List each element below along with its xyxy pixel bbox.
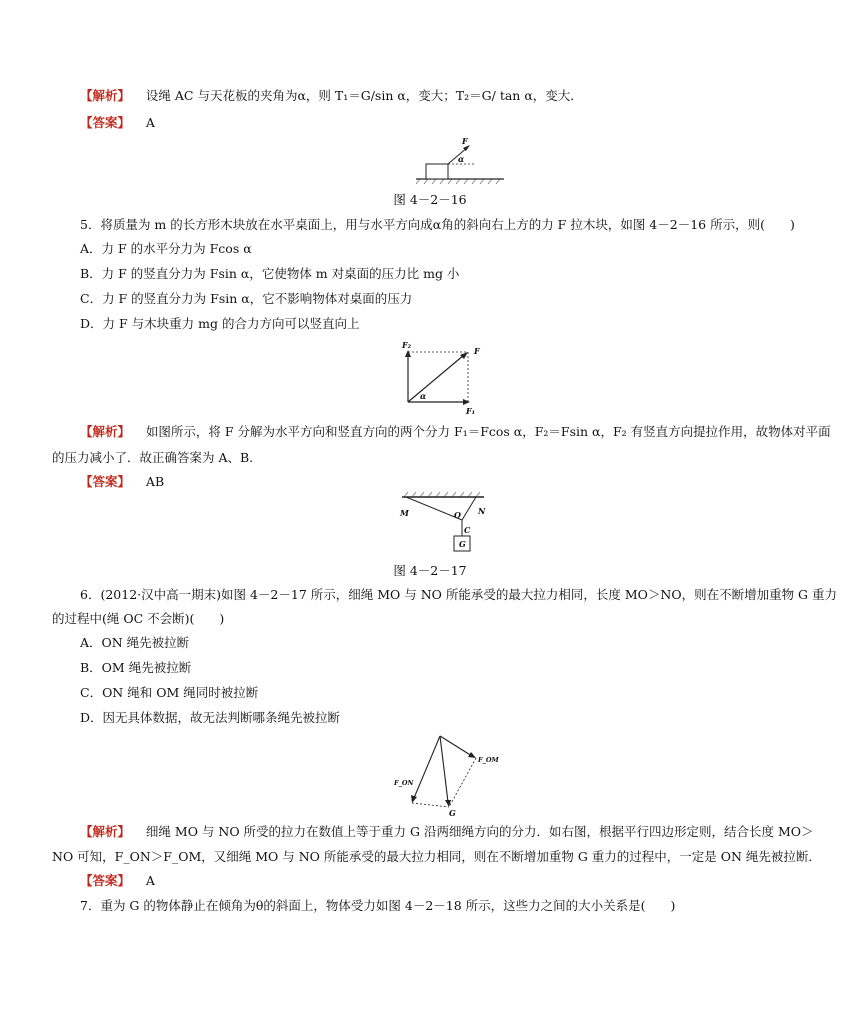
analysis-tag: 【解析】 [80,88,131,103]
figure-caption-17: 图 4－2－17 [393,563,467,578]
question-5-stem: 5．将质量为 m 的长方形木块放在水平桌面上，用与水平方向成α角的斜向右上方的力 F 拉木块，如图 4－2－16 所示，则( ) [80,217,795,232]
question-6-stem-cont: 的过程中(绳 OC 不会断)( ) [52,611,225,626]
answer-paragraph-3 [52,872,808,890]
arrowhead-icon [463,399,470,405]
answer-tag: 【答案】 [80,115,131,130]
force-G-arrow [440,736,448,802]
label-F2: F₂ [402,340,412,350]
label-C: C [464,525,471,535]
dashed-side [449,758,476,807]
arrowhead-icon [411,795,417,803]
question-6-stem: 6．(2012·汉中高一期末)如图 4－2－17 所示，细绳 MO 与 NO 所能承受的最大拉力相同，长度 MO＞NO，则在不断增加重物 G 重力 [80,587,838,602]
table-hatching [416,179,500,184]
analysis-paragraph-1 [52,87,808,105]
question-6-option-c: C．ON 绳和 OM 绳同时被拉断 [80,685,259,700]
question-5-option-c: C．力 F 的竖直分力为 Fsin α，它不影响物体对桌面的压力 [80,291,413,306]
answer-tag: 【答案】 [80,873,131,888]
force-F-arrow [408,355,464,402]
question-6-option-a: A．ON 绳先被拉断 [80,635,190,650]
dashed-side [412,803,449,807]
analysis-paragraph-2 [52,423,831,441]
question-6-option-d: D．因无具体数据，故无法判断哪条绳先被拉断 [80,710,341,725]
label-M: M [400,508,409,518]
q5-force-decomposition-figure [398,340,486,418]
analysis-paragraph-3-cont: NO 可知，F_ON＞F_OM，又细绳 MO 与 NO 所能承受的最大拉力相同，则在不断增加重物 G 重力的过程中，一定是 ON 绳先被拉断． [52,849,821,864]
answer-text: AB [145,474,165,489]
label-F1: F₁ [466,406,476,416]
label-F: F [462,136,468,146]
question-5-option-b: B．力 F 的竖直分力为 Fsin α，它使物体 m 对桌面的压力比 mg 小 [80,266,460,281]
force-FOM-arrow [440,736,472,756]
answer-paragraph-2 [52,473,808,491]
question-5-option-a: A．力 F 的水平分力为 Fcos α [80,241,252,256]
label-FOM: F_OM [478,756,499,764]
label-O: O [454,510,461,520]
analysis-text: 细绳 MO 与 NO 所受的拉力在数值上等于重力 G 沿两细绳方向的分力．如右图，根据平行四边形定则，结合长度 MO＞ [145,824,814,839]
analysis-text: 如图所示，将 F 分解为水平方向和竖直方向的两个分力 F₁＝Fcos α，F₂＝Fsin α，F₂ 有竖直方向提拉作用，故物体对平面 [145,424,831,439]
analysis-tag: 【解析】 [80,424,131,439]
question-7-stem: 7．重为 G 的物体静止在倾角为θ的斜面上，物体受力如图 4－2－18 所示，这些力之间的大小关系是( ) [80,898,676,913]
analysis-tag: 【解析】 [80,824,131,839]
question-6-option-b: B．OM 绳先被拉断 [80,660,192,675]
label-alpha: α [458,154,465,164]
arrowhead-icon [445,800,451,807]
question-5-option-d: D．力 F 与木块重力 mg 的合力方向可以竖直向上 [80,316,360,331]
force-FON-arrow [414,736,440,798]
arrowhead-icon [405,350,411,357]
label-alpha: α [420,391,427,401]
arrowhead-icon [468,752,476,758]
answer-text: A [145,873,155,888]
label-G: G [459,539,466,549]
figure-4-2-17 [398,492,488,556]
label-G: G [449,808,456,818]
label-FON: F_ON [394,779,414,787]
figure-4-2-16 [410,133,510,185]
rope-NO [462,497,476,520]
wooden-block [426,164,448,179]
analysis-paragraph-2-cont: 的压力减小了．故正确答案为 A、B. [52,450,254,465]
answer-text: A [145,115,155,130]
answer-tag: 【答案】 [80,474,131,489]
q6-force-parallelogram-figure [392,730,499,818]
label-N: N [478,506,486,516]
analysis-paragraph-3 [52,823,814,841]
answer-paragraph-1 [52,114,808,132]
label-F: F [474,346,480,356]
analysis-text: 设绳 AC 与天花板的夹角为α，则 T₁＝G/sin α，变大；T₂＝G/ tan α，变大． [145,88,583,103]
figure-caption-16: 图 4－2－16 [393,192,467,207]
